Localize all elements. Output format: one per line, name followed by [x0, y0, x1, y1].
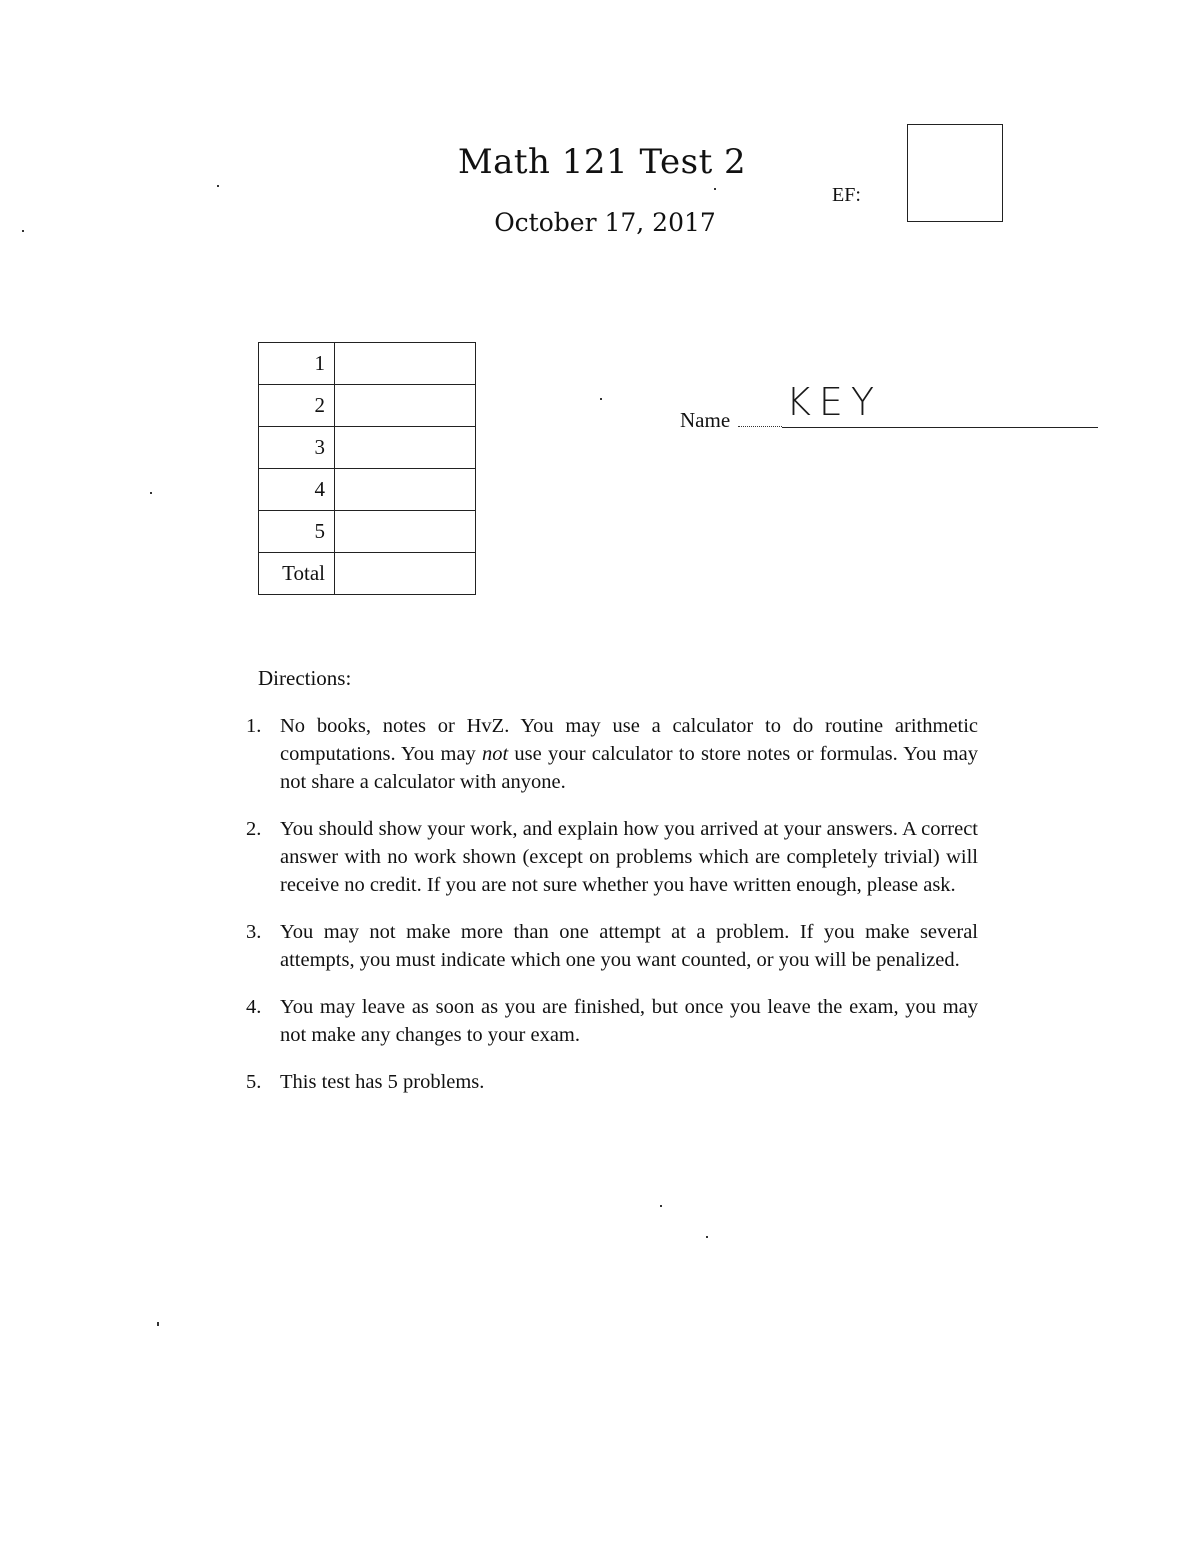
scan-speck — [217, 185, 219, 187]
total-label: Total — [259, 553, 335, 595]
directions-heading: Directions: — [258, 666, 352, 690]
direction-item — [246, 1068, 978, 1096]
exam-date: October 17, 2017 — [494, 208, 716, 237]
scan-speck — [150, 492, 152, 494]
score-cell[interactable] — [335, 427, 476, 469]
scan-speck — [706, 1236, 708, 1238]
total-score-cell[interactable] — [335, 553, 476, 595]
score-row — [259, 385, 476, 427]
direction-number: 4. — [246, 996, 262, 1018]
score-table — [258, 342, 476, 595]
problem-label: 4 — [259, 469, 335, 511]
problem-label: 1 — [259, 343, 335, 385]
direction-number: 5. — [246, 1071, 262, 1093]
scan-speck — [714, 188, 716, 190]
direction-text: You may not make more than one attempt at a problem. If you make several attempts, you must indicate which one you want counted, or you will be penalized. — [280, 921, 978, 971]
score-cell[interactable] — [335, 385, 476, 427]
direction-item — [246, 918, 978, 974]
direction-item — [246, 815, 978, 899]
name-field[interactable] — [782, 427, 1098, 428]
direction-number: 2. — [246, 818, 262, 840]
direction-text: You should show your work, and explain how you arrived at your answers. A correct answer with no work shown (except on problems which are completely trivial) will receive no credit. If you are not sure whether you have written enough, please ask. — [280, 818, 978, 896]
ef-label: EF: — [832, 184, 861, 206]
scan-speck — [660, 1205, 662, 1207]
directions-list — [246, 712, 978, 1115]
direction-item — [246, 993, 978, 1049]
direction-number: 1. — [246, 715, 262, 737]
score-cell[interactable] — [335, 469, 476, 511]
score-cell[interactable] — [335, 511, 476, 553]
name-label: Name — [680, 408, 731, 432]
direction-text: This test has 5 problems. — [280, 1071, 485, 1093]
name-leader-dots — [738, 426, 782, 427]
direction-text: No books, notes or HvZ. You may use a calculator to do routine arithmetic computations. You may — [280, 715, 978, 765]
score-row — [259, 469, 476, 511]
scan-speck — [22, 230, 24, 232]
direction-text: You may leave as soon as you are finished, but once you leave the exam, you may not make any changes to your exam. — [280, 996, 978, 1046]
problem-label: 2 — [259, 385, 335, 427]
scan-speck — [600, 398, 602, 400]
direction-item — [246, 712, 978, 796]
problem-label: 5 — [259, 511, 335, 553]
name-value: KEY — [786, 380, 883, 424]
score-cell[interactable] — [335, 343, 476, 385]
direction-text: use your calculator to store notes or formulas. You may not share a calculator with anyone. — [280, 743, 978, 793]
page-title: Math 121 Test 2 — [457, 142, 747, 182]
ef-box[interactable] — [907, 124, 1003, 222]
problem-label: 3 — [259, 427, 335, 469]
direction-number: 3. — [246, 921, 262, 943]
score-row — [259, 511, 476, 553]
score-row — [259, 427, 476, 469]
score-row-total — [259, 553, 476, 595]
direction-emphasis: not — [482, 743, 509, 765]
scan-speck — [157, 1322, 159, 1326]
score-row — [259, 343, 476, 385]
